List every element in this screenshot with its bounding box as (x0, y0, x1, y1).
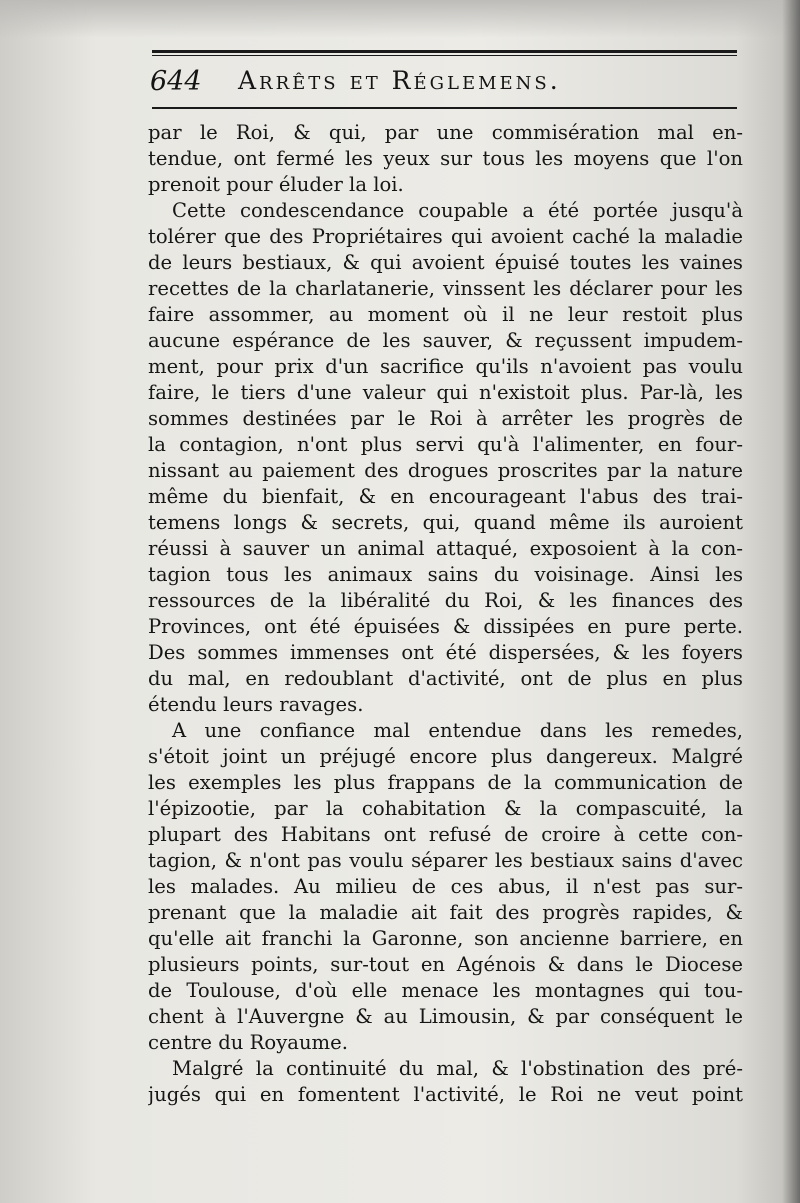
text-line: ressources de la libéralité du Roi, & les finances des (148, 589, 743, 612)
page-number: 644 (150, 66, 202, 97)
text-line: plusieurs points, sur-tout en Agénois & dans le Diocese (148, 953, 743, 976)
text-line: la contagion, n'ont plus servi qu'à l'alimenter, en four- (148, 433, 743, 456)
text-line: tagion, & n'ont pas voulu séparer les bestiaux sains d'avec (148, 849, 743, 872)
text-line: s'étoit joint un préjugé encore plus dangereux. Malgré (148, 745, 743, 768)
text-line: réussi à sauver un animal attaqué, exposoient à la con- (148, 537, 743, 560)
text-line: A une confiance mal entendue dans les remedes, (172, 719, 743, 742)
text-line: prenoit pour éluder la loi. (148, 173, 404, 196)
text-line: faire, le tiers d'une valeur qui n'existoit plus. Par-là, les (148, 381, 743, 404)
text-line: l'épizootie, par la cohabitation & la compascuité, la (148, 797, 743, 820)
text-line: plupart des Habitans ont refusé de croire à cette con- (148, 823, 743, 846)
text-line: du mal, en redoublant d'activité, ont de plus en plus (148, 667, 743, 690)
text-line: de leurs bestiaux, & qui avoient épuisé toutes les vaines (148, 251, 743, 274)
body-text (148, 120, 743, 1108)
text-line: ment, pour prix d'un sacrifice qu'ils n'avoient pas voulu (148, 355, 743, 378)
text-line: Provinces, ont été épuisées & dissipées en pure perte. (148, 615, 743, 638)
header-rule-bottom (152, 107, 737, 109)
text-line: tolérer que des Propriétaires qui avoient caché la maladie (148, 225, 743, 248)
text-line: Cette condescendance coupable a été portée jusqu'à (172, 199, 743, 222)
text-line: aucune espérance de les sauver, & reçussent impudem- (148, 329, 743, 352)
text-line: qu'elle ait franchi la Garonne, son ancienne barriere, en (148, 927, 743, 950)
text-line: centre du Royaume. (148, 1031, 348, 1054)
text-line: par le Roi, & qui, par une commisération mal en- (148, 121, 743, 144)
text-line: nissant au paiement des drogues proscrites par la nature (148, 459, 743, 482)
text-line: étendu leurs ravages. (148, 693, 364, 716)
text-line: tagion tous les animaux sains du voisinage. Ainsi les (148, 563, 743, 586)
text-line: sommes destinées par le Roi à arrêter les progrès de (148, 407, 743, 430)
running-head (150, 62, 740, 102)
text-line: les exemples les plus frappans de la communication de (148, 771, 743, 794)
header-rule-top (152, 50, 737, 53)
page-top-shadow (0, 0, 800, 38)
running-title: Arrêts et Réglemens. (238, 66, 561, 95)
text-line: de Toulouse, d'où elle menace les montagnes qui tou- (148, 979, 743, 1002)
text-line: tendue, ont fermé les yeux sur tous les moyens que l'on (148, 147, 743, 170)
text-line: les malades. Au milieu de ces abus, il n'est pas sur- (148, 875, 743, 898)
header-rule-top-thin (152, 55, 737, 56)
text-line: même du bienfait, & en encourageant l'abus des trai- (148, 485, 743, 508)
text-line: jugés qui en fomentent l'activité, le Roi ne veut point (148, 1083, 743, 1106)
text-line: recettes de la charlatanerie, vinssent les déclarer pour les (148, 277, 743, 300)
text-line: faire assommer, au moment où il ne leur restoit plus (148, 303, 743, 326)
page-edge-shadow (782, 0, 800, 1203)
text-line: Malgré la continuité du mal, & l'obstination des pré- (172, 1057, 743, 1080)
text-line: prenant que la maladie ait fait des progrès rapides, & (148, 901, 743, 924)
text-line: Des sommes immenses ont été dispersées, & les foyers (148, 641, 743, 664)
text-line: chent à l'Auvergne & au Limousin, & par conséquent le (148, 1005, 743, 1028)
text-line: temens longs & secrets, qui, quand même ils auroient (148, 511, 743, 534)
